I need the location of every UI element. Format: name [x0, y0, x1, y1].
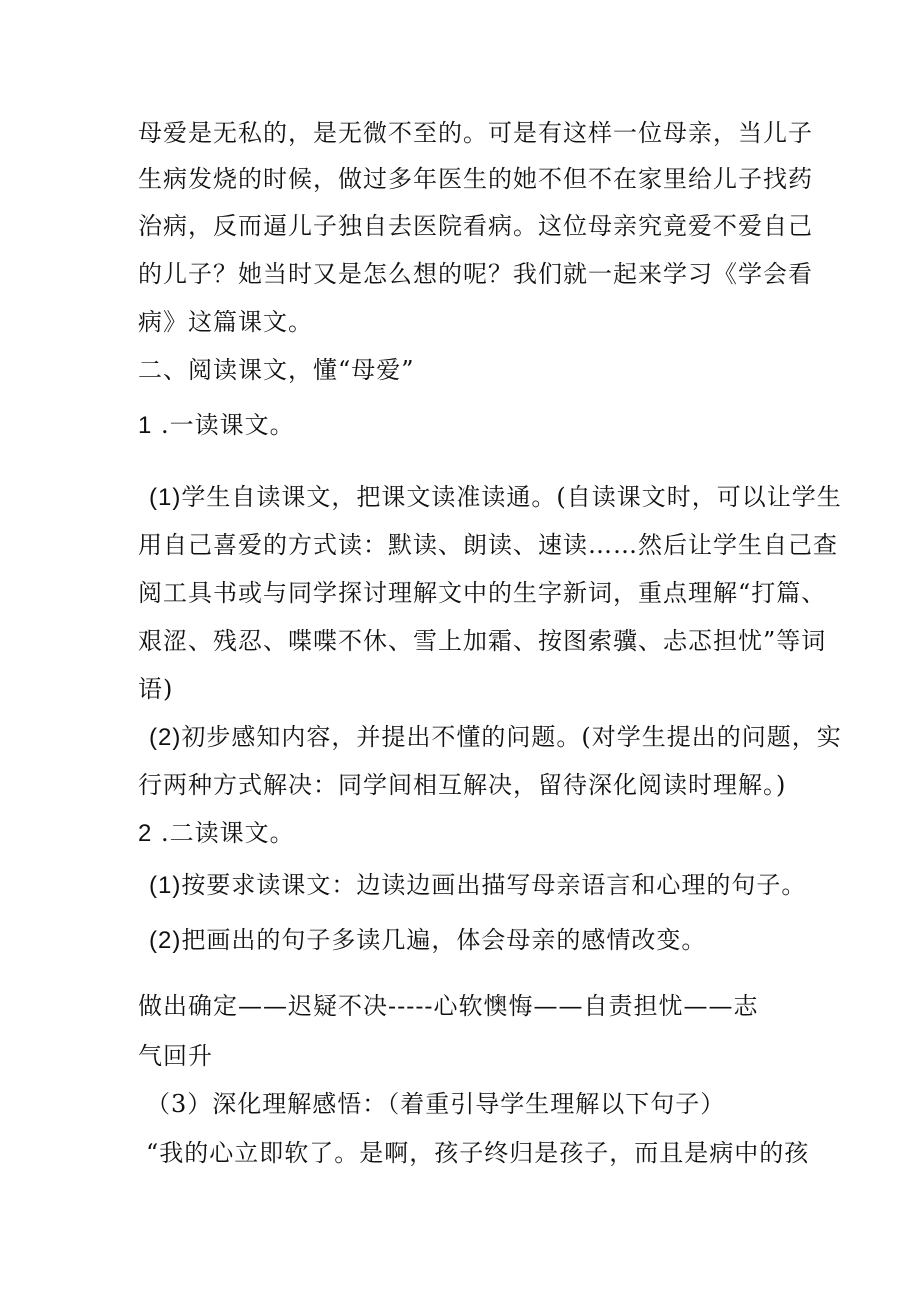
intro-line-3: 治病，反而逼儿子独自去医院看病。这位母亲究竟爱不爱自己 — [138, 212, 813, 240]
item-2-1 — [149, 870, 806, 901]
item-1-2-line-1 — [149, 722, 842, 753]
step-one-title: .一读课文。 — [152, 411, 295, 439]
intro-line-4: 的儿子？她当时又是怎么想的呢？我们就一起来学习《学会看 — [138, 260, 813, 288]
item-2-1-number: (1) — [149, 872, 182, 899]
step-two-title: .二读课文。 — [152, 819, 295, 847]
item-2-2-number: (2) — [149, 927, 182, 954]
item-1-1-text: 学生自读课文，把课文读准读通。(自读课文时，可以让学生 — [181, 483, 842, 511]
section-two-heading: 二、阅读课文，懂“母爱” — [138, 356, 415, 384]
step-two-heading — [138, 818, 295, 849]
intro-line-2: 生病发烧的时候，做过多年医生的她不但不在家里给儿子找药 — [138, 165, 813, 193]
step-one-heading — [138, 410, 295, 441]
step-two-number: 2 — [138, 820, 153, 847]
item-1-1-line-4: 艰涩、残忍、喋喋不休、雪上加霜、按图索骥、忐忑担忧”等词 — [138, 627, 827, 655]
emotion-flow-line-1: 做出确定——迟疑不决-----心软懊悔——自责担忧——志 — [138, 992, 759, 1020]
item-1-1-line-2: 用自己喜爱的方式读：默读、朗读、速读……然后让学生自己查 — [138, 531, 838, 559]
item-1-2-text: 初步感知内容，并提出不懂的问题。(对学生提出的问题，实 — [181, 723, 842, 751]
item-1-1-line-3: 阅工具书或与同学探讨理解文中的生字新词，重点理解“打篇、 — [138, 579, 827, 607]
item-1-2-number: (2) — [149, 724, 182, 751]
intro-line-1: 母爱是无私的，是无微不至的。可是有这样一位母亲，当儿子 — [138, 119, 813, 147]
item-2-2-text: 把画出的句子多读几遍，体会母亲的感情改变。 — [181, 926, 707, 954]
item-2-3-heading: （3）深化理解感悟：（着重引导学生理解以下句子） — [146, 1090, 726, 1118]
emotion-flow-line-2: 气回升 — [138, 1042, 213, 1070]
intro-line-5: 病》这篇课文。 — [138, 308, 313, 336]
item-1-1-line-5: 语) — [138, 675, 174, 703]
item-1-2-line-2: 行两种方式解决：同学间相互解决，留待深化阅读时理解。) — [138, 771, 787, 799]
quote-start-line: “我的心立即软了。是啊，孩子终归是孩子，而且是病中的孩 — [146, 1139, 810, 1167]
step-one-number: 1 — [138, 412, 153, 439]
item-2-1-text: 按要求读课文：边读边画出描写母亲语言和心理的句子。 — [181, 871, 807, 899]
item-1-1-line-1 — [149, 482, 842, 513]
item-2-2 — [149, 925, 706, 956]
item-1-1-number: (1) — [149, 484, 182, 511]
